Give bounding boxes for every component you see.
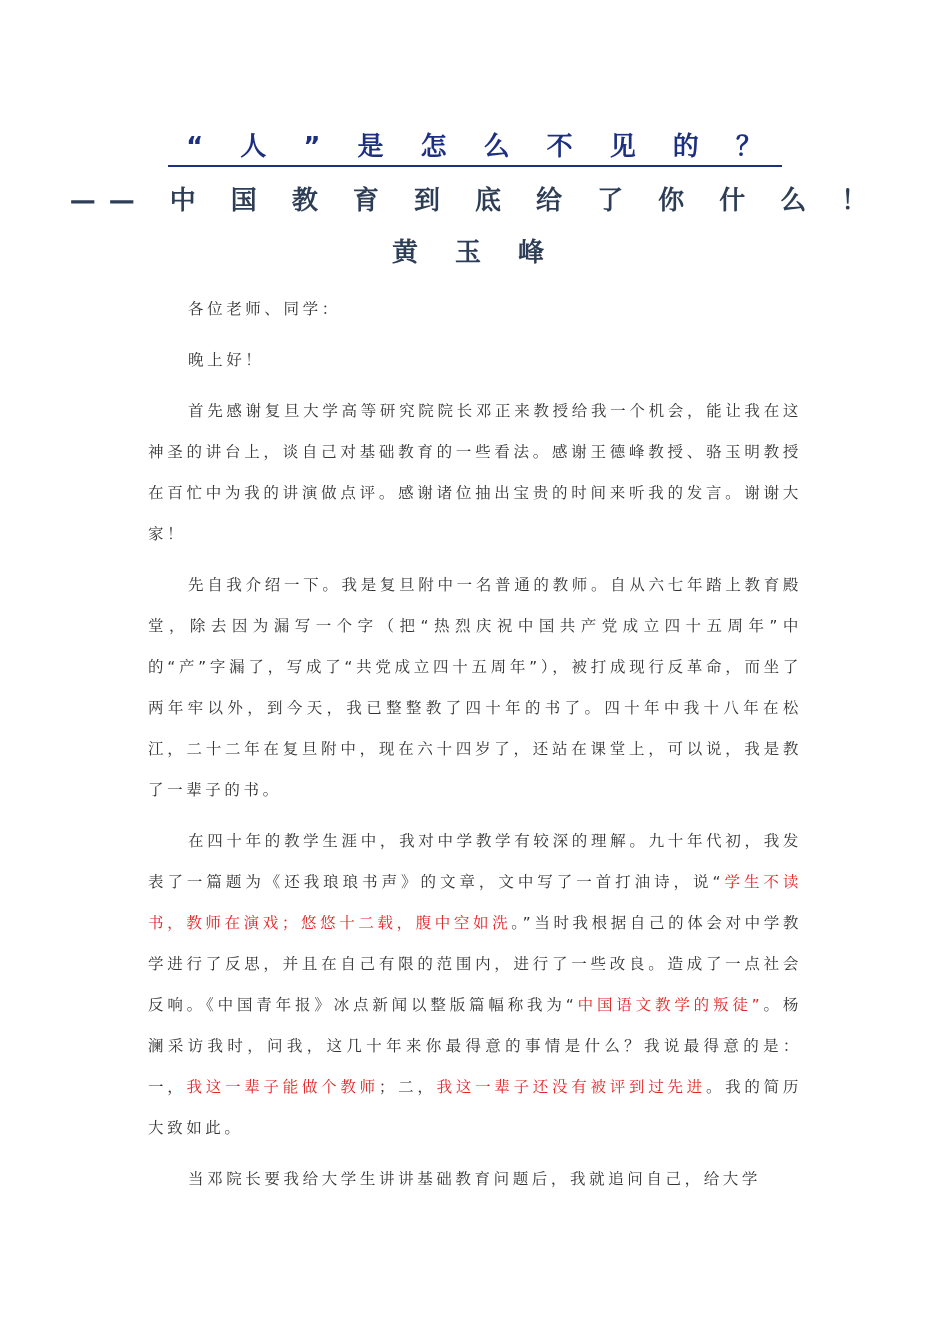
text-run: 。杨澜采访我时，问我，这几十年来你最得意的事情是什么？我说最得意的是：一， <box>148 996 802 1096</box>
paragraph-self-intro: 先自我介绍一下。我是复旦附中一名普通的教师。自从六七年踏上教育殿堂，除去因为漏写一个字（把“热烈庆祝中国共产党成立四十五周年”中的“产”字漏了，写成了“共党成立四十五周年”），被打成现行反革命，而坐了两年牢以外，到今天，我已整整教了四十年的书了。四十年中我十八年在松江，二十二年在复旦附中，现在六十四岁了，还站在课堂上，可以说，我是教了一辈子的书。 <box>148 576 802 799</box>
text-run: 在四十年的教学生涯中，我对中学教学有较深的理解。九十年代初，我发表了一篇题为《还我琅琅书声》的文章，文中写了一首打油诗，说“ <box>148 832 802 891</box>
paragraph-thanks: 首先感谢复旦大学高等研究院院长邓正来教授给我一个机会，能让我在这神圣的讲台上，谈自己对基础教育的一些看法。感谢王德峰教授、骆玉明教授在百忙中为我的讲演做点评。感谢诸位抽出宝贵的时间来听我的发言。谢谢大家！ <box>148 402 802 543</box>
document-author: 黄 玉 峰 <box>391 238 559 268</box>
highlight-poem: 学生不读书，教师在演戏；悠悠十二载，腹中空如洗 <box>148 873 802 932</box>
highlight-never-advanced: 我这一辈子还没有被评到过先进 <box>436 1078 706 1096</box>
document-body <box>148 289 802 1210</box>
document-title-text: “ 人 ” 是 怎 么 不 见 的 ？ <box>168 126 782 167</box>
text-run: 。我的简历大致如此。 <box>148 1078 802 1137</box>
text-run: 。”当时我根据自己的体会对中学教学进行了反思，并且在自己有限的范围内，进行了一些改良。造成了一点社会反响。《中国青年报》冰点新闻以整版篇幅称我为“ <box>148 914 802 1014</box>
highlight-teacher: 我这一辈子能做个教师 <box>186 1078 379 1096</box>
paragraph-teaching-career <box>148 821 802 1149</box>
document-title <box>0 126 950 167</box>
paragraph-good-evening: 晚上好！ <box>188 351 265 369</box>
text-run: ；二， <box>378 1078 437 1096</box>
paragraph-greeting: 各位老师、同学： <box>188 300 341 318</box>
paragraph-question: 当邓院长要我给大学生讲讲基础教育问题后，我就追问自己，给大学 <box>188 1170 762 1188</box>
highlight-traitor: 中国语文教学的叛徒” <box>577 996 764 1014</box>
document-subtitle: —— 中 国 教 育 到 底 给 了 你 什 么 ！ <box>69 186 881 216</box>
